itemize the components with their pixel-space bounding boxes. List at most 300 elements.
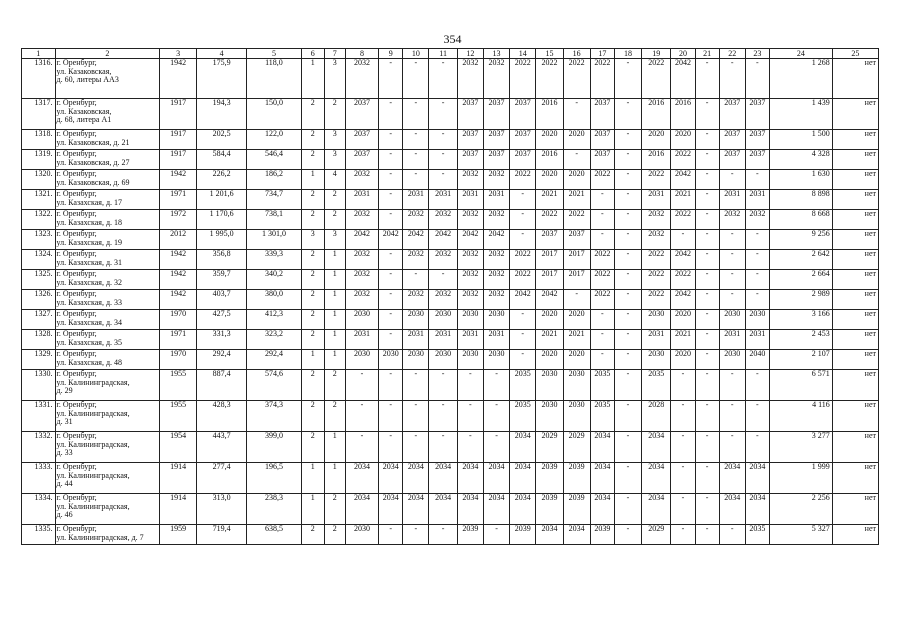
- cell-col-23: -: [745, 401, 769, 432]
- cell-col-8: 2030: [345, 525, 379, 545]
- address-line: г. Оренбург,: [56, 58, 97, 67]
- cell-col-25: нет: [832, 525, 878, 545]
- cell-col-9: -: [379, 370, 403, 401]
- cell-col-13: 2032: [483, 59, 509, 99]
- cell-col-14: -: [510, 210, 536, 230]
- cell-col-10: -: [403, 401, 429, 432]
- cell-col-18: -: [614, 59, 641, 99]
- column-number-12: 12: [457, 49, 483, 59]
- address-cell: [55, 170, 160, 190]
- row-number: 1326.: [22, 290, 56, 310]
- table-row: [22, 525, 879, 545]
- cell-col-21: -: [695, 270, 719, 290]
- cell-col-4: 887,4: [196, 370, 246, 401]
- cell-col-23: -: [745, 370, 769, 401]
- address-line: д. 33: [56, 448, 73, 457]
- cell-col-5: 734,7: [247, 190, 301, 210]
- cell-col-6: 1: [301, 494, 324, 525]
- address-line: г. Оренбург,: [56, 189, 97, 198]
- cell-col-12: -: [457, 370, 483, 401]
- cell-col-15: 2020: [536, 130, 563, 150]
- table-row: [22, 170, 879, 190]
- table-row: [22, 432, 879, 463]
- cell-col-24: 2 256: [769, 494, 832, 525]
- cell-col-10: 2031: [403, 330, 429, 350]
- cell-col-13: 2031: [483, 330, 509, 350]
- cell-col-16: -: [563, 99, 590, 130]
- cell-col-7: 1: [324, 250, 345, 270]
- address-line: ул. Казахская, д. 19: [56, 237, 123, 247]
- cell-col-7: 1: [324, 463, 345, 494]
- cell-col-18: -: [614, 210, 641, 230]
- cell-col-22: -: [719, 525, 745, 545]
- cell-col-16: 2030: [563, 401, 590, 432]
- cell-col-3: 1971: [160, 330, 197, 350]
- cell-col-24: 9 256: [769, 230, 832, 250]
- cell-col-14: 2037: [510, 99, 536, 130]
- cell-col-20: 2042: [671, 250, 695, 270]
- table-row: [22, 250, 879, 270]
- cell-col-18: -: [614, 432, 641, 463]
- column-number-5: 5: [247, 49, 301, 59]
- cell-col-4: 443,7: [196, 432, 246, 463]
- cell-col-4: 313,0: [196, 494, 246, 525]
- cell-col-12: 2042: [457, 230, 483, 250]
- column-number-7: 7: [324, 49, 345, 59]
- cell-col-4: 584,4: [196, 150, 246, 170]
- cell-col-18: -: [614, 190, 641, 210]
- cell-col-22: 2037: [719, 150, 745, 170]
- address-cell: [55, 270, 160, 290]
- address-line: ул. Казахская, д. 33: [56, 297, 123, 307]
- cell-col-19: 2035: [642, 370, 671, 401]
- cell-col-24: 6 571: [769, 370, 832, 401]
- cell-col-25: нет: [832, 250, 878, 270]
- cell-col-10: -: [403, 170, 429, 190]
- cell-col-21: -: [695, 170, 719, 190]
- cell-col-22: -: [719, 250, 745, 270]
- cell-col-17: -: [590, 330, 614, 350]
- cell-col-23: 2040: [745, 350, 769, 370]
- address-cell: [55, 210, 160, 230]
- cell-col-21: -: [695, 130, 719, 150]
- cell-col-11: 2034: [429, 463, 457, 494]
- cell-col-16: 2039: [563, 463, 590, 494]
- cell-col-24: 8 898: [769, 190, 832, 210]
- cell-col-12: 2037: [457, 150, 483, 170]
- cell-col-22: 2037: [719, 99, 745, 130]
- cell-col-12: 2032: [457, 210, 483, 230]
- cell-col-21: -: [695, 99, 719, 130]
- cell-col-25: нет: [832, 170, 878, 190]
- cell-col-25: нет: [832, 401, 878, 432]
- cell-col-8: 2034: [345, 494, 379, 525]
- cell-col-16: 2017: [563, 250, 590, 270]
- cell-col-13: 2037: [483, 150, 509, 170]
- cell-col-12: 2031: [457, 190, 483, 210]
- cell-col-6: 2: [301, 270, 324, 290]
- cell-col-4: 1 995,0: [196, 230, 246, 250]
- cell-col-10: -: [403, 130, 429, 150]
- cell-col-21: -: [695, 290, 719, 310]
- column-number-2: 2: [55, 49, 160, 59]
- address-cell: [55, 432, 160, 463]
- cell-col-5: 122,0: [247, 130, 301, 150]
- cell-col-16: 2022: [563, 210, 590, 230]
- cell-col-6: 1: [301, 170, 324, 190]
- cell-col-3: 1972: [160, 210, 197, 230]
- cell-col-22: -: [719, 290, 745, 310]
- cell-col-9: -: [379, 270, 403, 290]
- cell-col-16: 2021: [563, 190, 590, 210]
- cell-col-22: -: [719, 270, 745, 290]
- cell-col-9: -: [379, 130, 403, 150]
- address-line: г. Оренбург,: [56, 209, 97, 218]
- address-line: д. 68, литера А1: [56, 115, 112, 124]
- cell-col-25: нет: [832, 330, 878, 350]
- cell-col-9: -: [379, 250, 403, 270]
- cell-col-11: 2032: [429, 290, 457, 310]
- address-cell: [55, 190, 160, 210]
- cell-col-13: 2037: [483, 99, 509, 130]
- cell-col-24: 2 664: [769, 270, 832, 290]
- column-number-13: 13: [483, 49, 509, 59]
- cell-col-8: 2032: [345, 59, 379, 99]
- cell-col-9: -: [379, 150, 403, 170]
- cell-col-8: 2031: [345, 330, 379, 350]
- cell-col-22: 2037: [719, 130, 745, 150]
- cell-col-5: 323,2: [247, 330, 301, 350]
- cell-col-8: 2032: [345, 290, 379, 310]
- table-row: [22, 290, 879, 310]
- cell-col-11: 2032: [429, 250, 457, 270]
- cell-col-18: -: [614, 250, 641, 270]
- row-number: 1318.: [22, 130, 56, 150]
- cell-col-13: 2032: [483, 170, 509, 190]
- cell-col-5: 546,4: [247, 150, 301, 170]
- address-cell: [55, 150, 160, 170]
- cell-col-22: -: [719, 370, 745, 401]
- table-row: [22, 190, 879, 210]
- cell-col-10: 2032: [403, 210, 429, 230]
- cell-col-12: 2032: [457, 290, 483, 310]
- cell-col-3: 2012: [160, 230, 197, 250]
- address-line: ул. Казахская, д. 35: [56, 337, 123, 347]
- cell-col-6: 2: [301, 150, 324, 170]
- row-number: 1316.: [22, 59, 56, 99]
- cell-col-25: нет: [832, 370, 878, 401]
- cell-col-21: -: [695, 230, 719, 250]
- cell-col-4: 331,3: [196, 330, 246, 350]
- cell-col-21: -: [695, 370, 719, 401]
- address-cell: [55, 494, 160, 525]
- cell-col-25: нет: [832, 270, 878, 290]
- cell-col-12: 2032: [457, 250, 483, 270]
- cell-col-7: 3: [324, 230, 345, 250]
- cell-col-6: 1: [301, 59, 324, 99]
- cell-col-13: 2034: [483, 494, 509, 525]
- cell-col-22: 2034: [719, 463, 745, 494]
- cell-col-25: нет: [832, 310, 878, 330]
- cell-col-25: нет: [832, 350, 878, 370]
- cell-col-24: 1 630: [769, 170, 832, 190]
- cell-col-8: 2030: [345, 310, 379, 330]
- cell-col-15: 2016: [536, 99, 563, 130]
- cell-col-23: -: [745, 170, 769, 190]
- cell-col-11: 2034: [429, 494, 457, 525]
- cell-col-9: -: [379, 310, 403, 330]
- address-cell: [55, 463, 160, 494]
- address-cell: [55, 250, 160, 270]
- cell-col-16: 2034: [563, 525, 590, 545]
- cell-col-23: -: [745, 290, 769, 310]
- cell-col-21: -: [695, 150, 719, 170]
- cell-col-17: 2037: [590, 150, 614, 170]
- cell-col-7: 1: [324, 350, 345, 370]
- cell-col-9: -: [379, 401, 403, 432]
- cell-col-18: -: [614, 494, 641, 525]
- row-number: 1333.: [22, 463, 56, 494]
- cell-col-19: 2022: [642, 170, 671, 190]
- cell-col-7: 3: [324, 130, 345, 150]
- cell-col-19: 2030: [642, 350, 671, 370]
- table-row: [22, 130, 879, 150]
- cell-col-3: 1917: [160, 99, 197, 130]
- cell-col-5: 638,5: [247, 525, 301, 545]
- cell-col-21: -: [695, 525, 719, 545]
- cell-col-19: 2022: [642, 290, 671, 310]
- address-line: г. Оренбург,: [56, 400, 97, 409]
- column-number-25: 25: [832, 49, 878, 59]
- row-number: 1329.: [22, 350, 56, 370]
- cell-col-20: 2020: [671, 130, 695, 150]
- cell-col-10: 2042: [403, 230, 429, 250]
- cell-col-12: 2032: [457, 59, 483, 99]
- cell-col-21: -: [695, 190, 719, 210]
- cell-col-10: -: [403, 59, 429, 99]
- address-line: д. 44: [56, 479, 73, 488]
- cell-col-5: 118,0: [247, 59, 301, 99]
- cell-col-25: нет: [832, 290, 878, 310]
- cell-col-3: 1942: [160, 250, 197, 270]
- cell-col-12: 2039: [457, 525, 483, 545]
- cell-col-20: 2020: [671, 310, 695, 330]
- cell-col-9: -: [379, 330, 403, 350]
- cell-col-14: 2039: [510, 525, 536, 545]
- cell-col-8: 2037: [345, 130, 379, 150]
- cell-col-10: -: [403, 270, 429, 290]
- cell-col-20: -: [671, 401, 695, 432]
- cell-col-8: 2037: [345, 150, 379, 170]
- cell-col-24: 1 439: [769, 99, 832, 130]
- cell-col-5: 574,6: [247, 370, 301, 401]
- cell-col-25: нет: [832, 494, 878, 525]
- cell-col-8: 2032: [345, 210, 379, 230]
- cell-col-11: -: [429, 370, 457, 401]
- cell-col-8: 2042: [345, 230, 379, 250]
- cell-col-15: 2022: [536, 59, 563, 99]
- cell-col-5: 292,4: [247, 350, 301, 370]
- cell-col-6: 1: [301, 463, 324, 494]
- cell-col-13: 2032: [483, 250, 509, 270]
- cell-col-12: 2037: [457, 99, 483, 130]
- cell-col-20: -: [671, 370, 695, 401]
- address-line: г. Оренбург,: [56, 349, 97, 358]
- cell-col-10: 2032: [403, 290, 429, 310]
- cell-col-4: 292,4: [196, 350, 246, 370]
- cell-col-19: 2022: [642, 250, 671, 270]
- address-line: г. Оренбург,: [56, 269, 97, 278]
- cell-col-14: 2022: [510, 170, 536, 190]
- column-number-11: 11: [429, 49, 457, 59]
- cell-col-21: -: [695, 310, 719, 330]
- cell-col-3: 1914: [160, 463, 197, 494]
- cell-col-5: 186,2: [247, 170, 301, 190]
- column-number-6: 6: [301, 49, 324, 59]
- cell-col-18: -: [614, 170, 641, 190]
- address-line: д. 31: [56, 417, 73, 426]
- address-line: ул. Калининградская,: [56, 439, 130, 449]
- table-row: [22, 463, 879, 494]
- cell-col-21: -: [695, 432, 719, 463]
- cell-col-3: 1917: [160, 150, 197, 170]
- cell-col-15: 2022: [536, 210, 563, 230]
- cell-col-10: 2030: [403, 350, 429, 370]
- cell-col-5: 238,3: [247, 494, 301, 525]
- address-line: г. Оренбург,: [56, 129, 97, 138]
- cell-col-5: 399,0: [247, 432, 301, 463]
- cell-col-12: 2034: [457, 494, 483, 525]
- address-cell: [55, 230, 160, 250]
- cell-col-23: 2035: [745, 525, 769, 545]
- cell-col-17: 2022: [590, 290, 614, 310]
- cell-col-5: 738,1: [247, 210, 301, 230]
- cell-col-23: -: [745, 270, 769, 290]
- cell-col-19: 2016: [642, 150, 671, 170]
- column-number-8: 8: [345, 49, 379, 59]
- cell-col-4: 202,5: [196, 130, 246, 150]
- cell-col-24: 5 327: [769, 525, 832, 545]
- cell-col-18: -: [614, 370, 641, 401]
- cell-col-8: -: [345, 401, 379, 432]
- cell-col-13: 2032: [483, 290, 509, 310]
- cell-col-18: -: [614, 350, 641, 370]
- cell-col-6: 2: [301, 370, 324, 401]
- cell-col-14: -: [510, 190, 536, 210]
- cell-col-21: -: [695, 350, 719, 370]
- cell-col-15: 2021: [536, 190, 563, 210]
- cell-col-4: 428,3: [196, 401, 246, 432]
- cell-col-9: -: [379, 59, 403, 99]
- cell-col-22: -: [719, 401, 745, 432]
- cell-col-11: 2031: [429, 190, 457, 210]
- address-line: д. 29: [56, 386, 73, 395]
- cell-col-12: 2030: [457, 350, 483, 370]
- cell-col-4: 1 201,6: [196, 190, 246, 210]
- cell-col-4: 356,8: [196, 250, 246, 270]
- cell-col-25: нет: [832, 99, 878, 130]
- cell-col-20: -: [671, 525, 695, 545]
- table-row: [22, 230, 879, 250]
- cell-col-11: -: [429, 59, 457, 99]
- cell-col-17: 2034: [590, 432, 614, 463]
- cell-col-6: 2: [301, 190, 324, 210]
- cell-col-16: 2029: [563, 432, 590, 463]
- cell-col-3: 1955: [160, 401, 197, 432]
- cell-col-11: -: [429, 432, 457, 463]
- cell-col-15: 2021: [536, 330, 563, 350]
- cell-col-18: -: [614, 290, 641, 310]
- cell-col-9: -: [379, 432, 403, 463]
- cell-col-10: 2030: [403, 310, 429, 330]
- cell-col-13: 2032: [483, 270, 509, 290]
- column-number-10: 10: [403, 49, 429, 59]
- table-row: [22, 99, 879, 130]
- cell-col-12: -: [457, 432, 483, 463]
- address-line: ул. Казаковская, д. 21: [56, 137, 130, 147]
- cell-col-23: 2032: [745, 210, 769, 230]
- cell-col-10: 2034: [403, 463, 429, 494]
- table-row: [22, 59, 879, 99]
- row-number: 1327.: [22, 310, 56, 330]
- cell-col-9: -: [379, 170, 403, 190]
- cell-col-17: 2037: [590, 130, 614, 150]
- cell-col-10: -: [403, 99, 429, 130]
- cell-col-11: -: [429, 130, 457, 150]
- cell-col-12: 2034: [457, 463, 483, 494]
- cell-col-24: 2 107: [769, 350, 832, 370]
- cell-col-14: 2035: [510, 370, 536, 401]
- address-line: г. Оренбург,: [56, 229, 97, 238]
- table-row: [22, 401, 879, 432]
- cell-col-14: 2037: [510, 150, 536, 170]
- cell-col-16: -: [563, 290, 590, 310]
- cell-col-25: нет: [832, 210, 878, 230]
- cell-col-7: 3: [324, 59, 345, 99]
- cell-col-23: 2031: [745, 190, 769, 210]
- cell-col-5: 196,5: [247, 463, 301, 494]
- cell-col-22: 2031: [719, 190, 745, 210]
- cell-col-15: 2034: [536, 525, 563, 545]
- address-line: ул. Казаковская,: [56, 66, 112, 76]
- cell-col-22: -: [719, 170, 745, 190]
- cell-col-15: 2020: [536, 170, 563, 190]
- cell-col-22: 2031: [719, 330, 745, 350]
- cell-col-22: 2030: [719, 350, 745, 370]
- cell-col-24: 4 328: [769, 150, 832, 170]
- address-cell: [55, 99, 160, 130]
- cell-col-7: 1: [324, 432, 345, 463]
- cell-col-11: -: [429, 525, 457, 545]
- cell-col-14: 2022: [510, 270, 536, 290]
- column-number-16: 16: [563, 49, 590, 59]
- cell-col-14: -: [510, 310, 536, 330]
- row-number: 1321.: [22, 190, 56, 210]
- cell-col-19: 2034: [642, 432, 671, 463]
- cell-col-11: -: [429, 150, 457, 170]
- address-cell: [55, 350, 160, 370]
- cell-col-3: 1954: [160, 432, 197, 463]
- cell-col-16: -: [563, 150, 590, 170]
- cell-col-10: 2032: [403, 250, 429, 270]
- cell-col-24: 2 642: [769, 250, 832, 270]
- cell-col-24: 1 999: [769, 463, 832, 494]
- cell-col-21: -: [695, 330, 719, 350]
- column-number-18: 18: [614, 49, 641, 59]
- cell-col-7: 1: [324, 330, 345, 350]
- cell-col-7: 1: [324, 310, 345, 330]
- page-number: 354: [443, 32, 462, 46]
